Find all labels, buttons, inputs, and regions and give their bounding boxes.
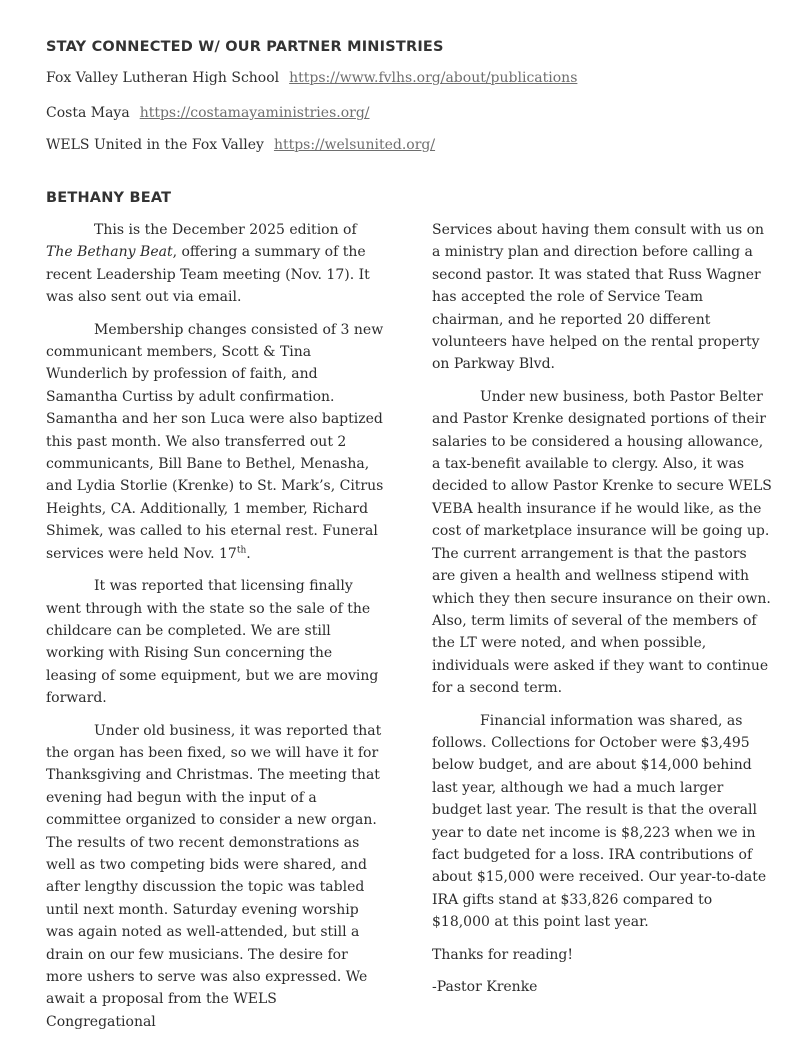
old-business-continued: Services about having them consult with us on a ministry plan and direction before calling a second pastor. It was stated that Russ Wagner has accepted the role of Service Team chairman, and he reported 20 different volunteers have helped on the rental property on Parkway Blvd. — [432, 222, 765, 373]
old-business-paragraph: Under old business, it was reported that the organ has been fixed, so we will have it for Thanksgiving and Christmas. The meeting that evening had begun with the input of a committee organized to consider a new organ. The results of two recent demonstrations as well as two competing bids were shared, and after lengthy discussion the topic was tabled until next month. Saturday evening worship was again noted as well-attended, but still a drain on our few musicians. The desire for more ushers to serve was also expressed. We await a proposal from the WELS Congregational — [46, 722, 382, 1030]
partner-ministries-heading: STAY CONNECTED W/ OUR PARTNER MINISTRIES — [46, 39, 444, 55]
article-column-left — [46, 219, 386, 1043]
intro-paragraph — [46, 219, 386, 309]
new-business-paragraph: Under new business, both Pastor Belter and Pastor Krenke designated portions of their salaries to be considered a housing allowance, a tax-benefit available to clergy. Also, it was decided to allow Pastor Krenke to secure WELS VEBA health insurance if he would like, as the cost of marketplace insurance will be going up. The current arrangement is that the pastors are given a health and wellness stipend with which they then secure insurance on their own. Also, term limits of several of the members of the LT were noted, and when possible, individuals were asked if they want to continue for a second term. — [432, 388, 772, 697]
membership-paragraph — [46, 319, 386, 565]
membership-text: Membership changes consisted of 3 new communicant members, Scott & Tina Wunderlich by profession of faith, and Samantha Curtiss by adult confirmation. Samantha and her son Luca were also baptized this past month. We also transferred out 2 communicants, Bill Bane to Bethel, Menasha, and Lydia Storlie (Krenke) to St. Mark’s, Citrus Heights, CA. Additionally, 1 member, Richard Shimek, was called to his eternal rest. Funeral services were held Nov. 17 — [46, 321, 384, 562]
membership-end: . — [246, 545, 251, 562]
licensing-paragraph: It was reported that licensing finally went through with the state so the sale of the childcare can be completed. We are still working with Rising Sun concerning the leasing of some equipment, but we are moving forward. — [46, 578, 379, 707]
intro-text-b: , offering a summary of the recent Leadership Team meeting (Nov. 17). It was also sent out via email. — [46, 244, 370, 306]
article-column-right — [432, 219, 772, 1008]
partner-row-costa-maya — [46, 105, 370, 121]
signature: -Pastor Krenke — [432, 979, 538, 995]
partner-name: Fox Valley Lutheran High School — [46, 70, 280, 86]
partner-link-costa-maya[interactable]: https://costamayaministries.org/ — [139, 105, 370, 121]
thanks-line: Thanks for reading! — [432, 946, 573, 963]
partner-row-wels-united — [46, 137, 435, 153]
financial-paragraph: Financial information was shared, as follows. Collections for October were $3,495 below budget, and are about $14,000 behind last year, although we had a much larger budget last year. The result is that the overall year to date net income is $8,223 when we in fact budgeted for a loss. IRA contributions of about $15,000 were received. Our year-to-date IRA gifts stand at $33,826 compared to $18,000 at this point last year. — [432, 712, 767, 931]
partner-link-wels-united[interactable]: https://welsunited.org/ — [273, 137, 436, 153]
partner-link-fvlhs[interactable]: https://www.fvlhs.org/about/publications — [289, 70, 578, 86]
intro-text-a: This is the December 2025 edition of — [94, 222, 357, 238]
newsletter-title: The Bethany Beat — [46, 244, 173, 261]
partner-name: Costa Maya — [46, 105, 130, 121]
partner-name: WELS United in the Fox Valley — [46, 137, 264, 153]
partner-row-fvlhs — [46, 70, 577, 86]
ordinal-suffix: th — [236, 545, 247, 556]
bethany-beat-heading: BETHANY BEAT — [46, 190, 172, 206]
